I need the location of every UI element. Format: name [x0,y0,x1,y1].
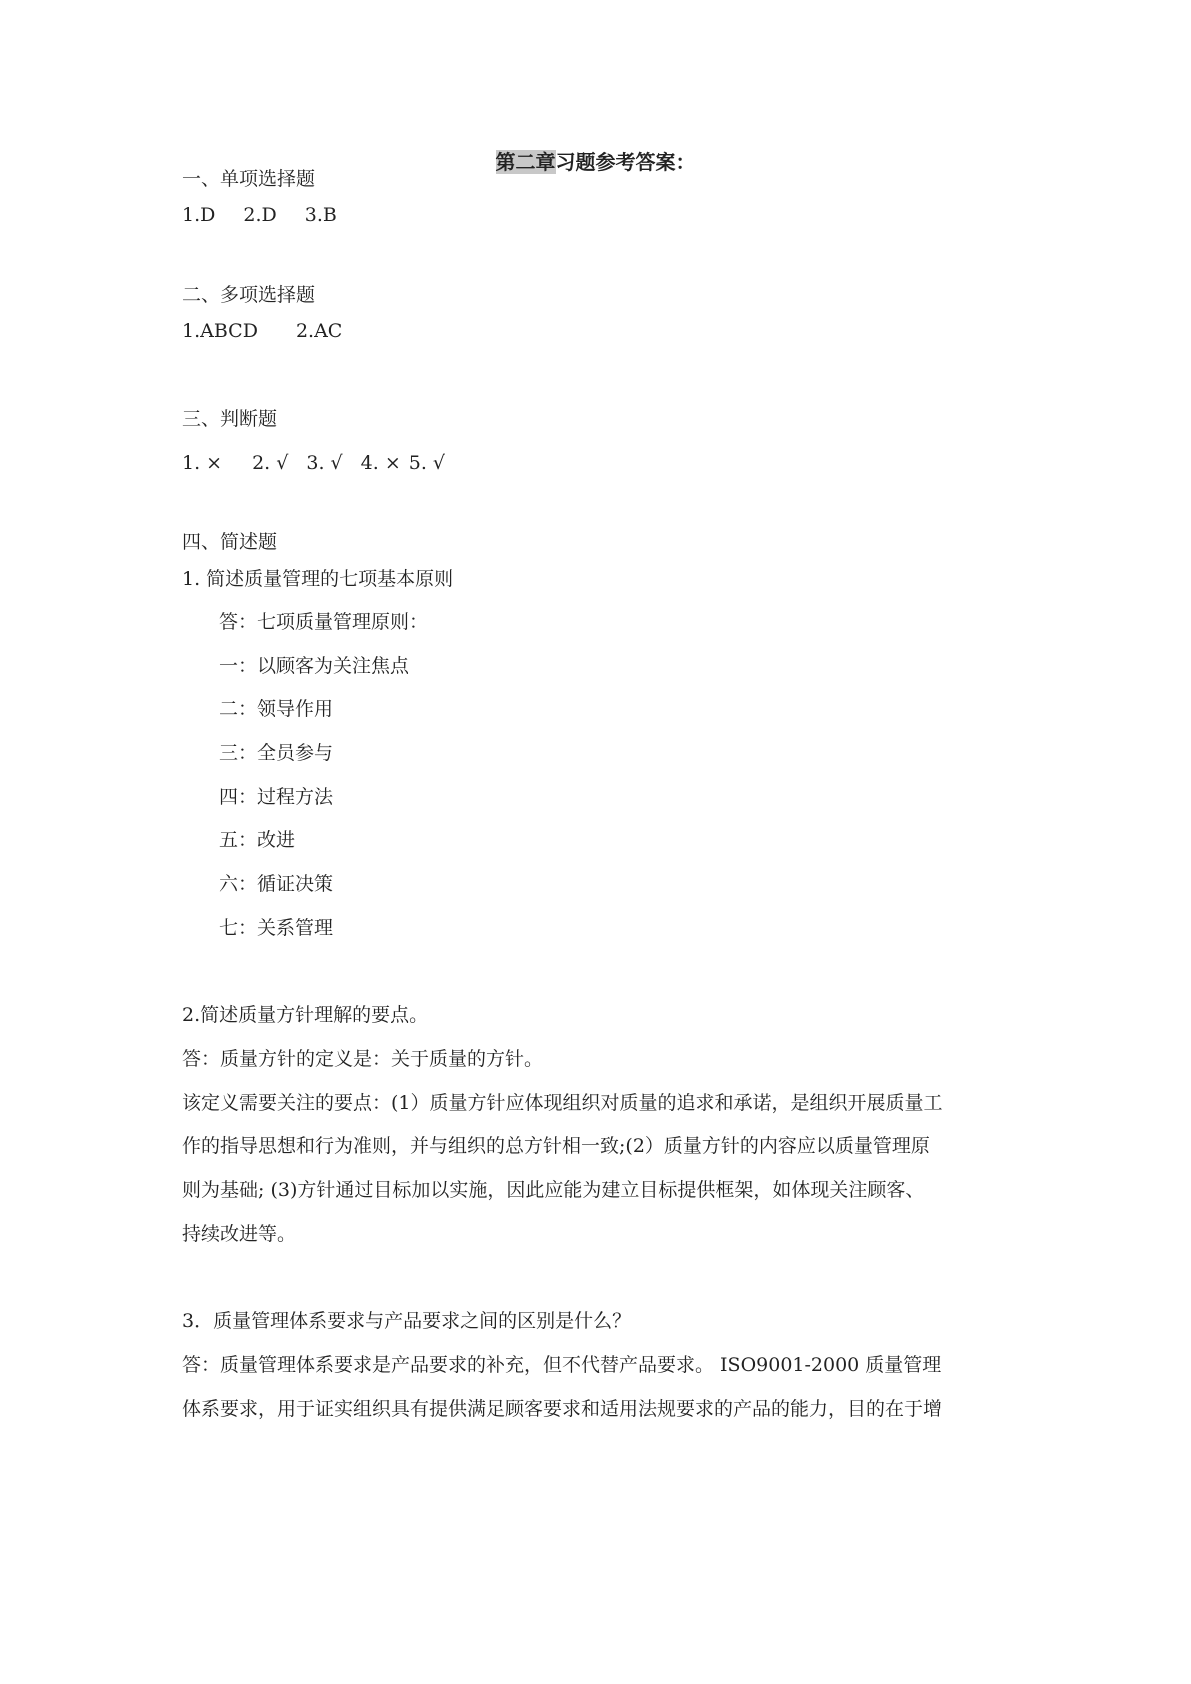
question-3: 3．质量管理体系要求与产品要求之间的区别是什么？ [182,1310,632,1332]
answer-item: 2.AC [295,320,343,342]
principle-item: 四：过程方法 [219,786,334,808]
question-2: 2.简述质量方针理解的要点。 [182,1004,429,1026]
section-heading-true-false: 三、判断题 [182,408,278,430]
section-heading-single-choice: 一、单项选择题 [182,168,316,190]
answer-item: 3.B [304,204,337,226]
principle-item: 七：关系管理 [219,917,334,939]
principle-item: 六：循证决策 [219,873,334,895]
answer-item: 2. √ [252,452,289,474]
answer-line: 答：质量管理体系要求是产品要求的补充，但不代替产品要求。 ISO9001-2000 质量管理 [182,1354,942,1376]
title-text: 习题参考答案： [555,150,696,174]
answer-line: 答：质量方针的定义是：关于质量的方针。 [182,1048,544,1070]
title-highlighted-text: 第二章 [495,150,556,174]
answer-item: 1.ABCD [182,320,258,342]
single-choice-answers [182,202,337,228]
answer-item: 3. √ [306,452,343,474]
answer-line: 则为基础; (3)方针通过目标加以实施，因此应能为建立目标提供框架，如体现关注顾客、 [182,1179,925,1201]
answer-item: 1. × [182,452,223,474]
multiple-choice-answers [182,318,342,344]
answer-line: 体系要求，用于证实组织具有提供满足顾客要求和适用法规要求的产品的能力，目的在于增 [182,1398,943,1420]
answer-line: 作的指导思想和行为准则，并与组织的总方针相一致;(2）质量方针的内容应以质量管理原 [182,1135,930,1157]
answer-line: 该定义需要关注的要点：(1）质量方针应体现组织对质量的追求和承诺，是组织开展质量工 [182,1092,943,1114]
answer-intro: 答：七项质量管理原则： [219,611,429,633]
answer-item: 1.D [182,204,216,226]
question-1: 1. 简述质量管理的七项基本原则 [182,568,454,590]
answer-item: 5. √ [408,452,446,474]
true-false-answers [182,450,445,476]
principle-item: 三：全员参与 [219,742,334,764]
principle-item: 一：以顾客为关注焦点 [219,655,410,677]
section-heading-short-answer: 四、简述题 [182,531,278,553]
page-title [0,148,1191,176]
principle-item: 五：改进 [219,829,296,851]
section-heading-multiple-choice: 二、多项选择题 [182,284,316,306]
answer-item: 4. × [360,452,401,474]
principle-item: 二：领导作用 [219,698,334,720]
answer-item: 2.D [243,204,277,226]
answer-line: 持续改进等。 [182,1223,297,1245]
